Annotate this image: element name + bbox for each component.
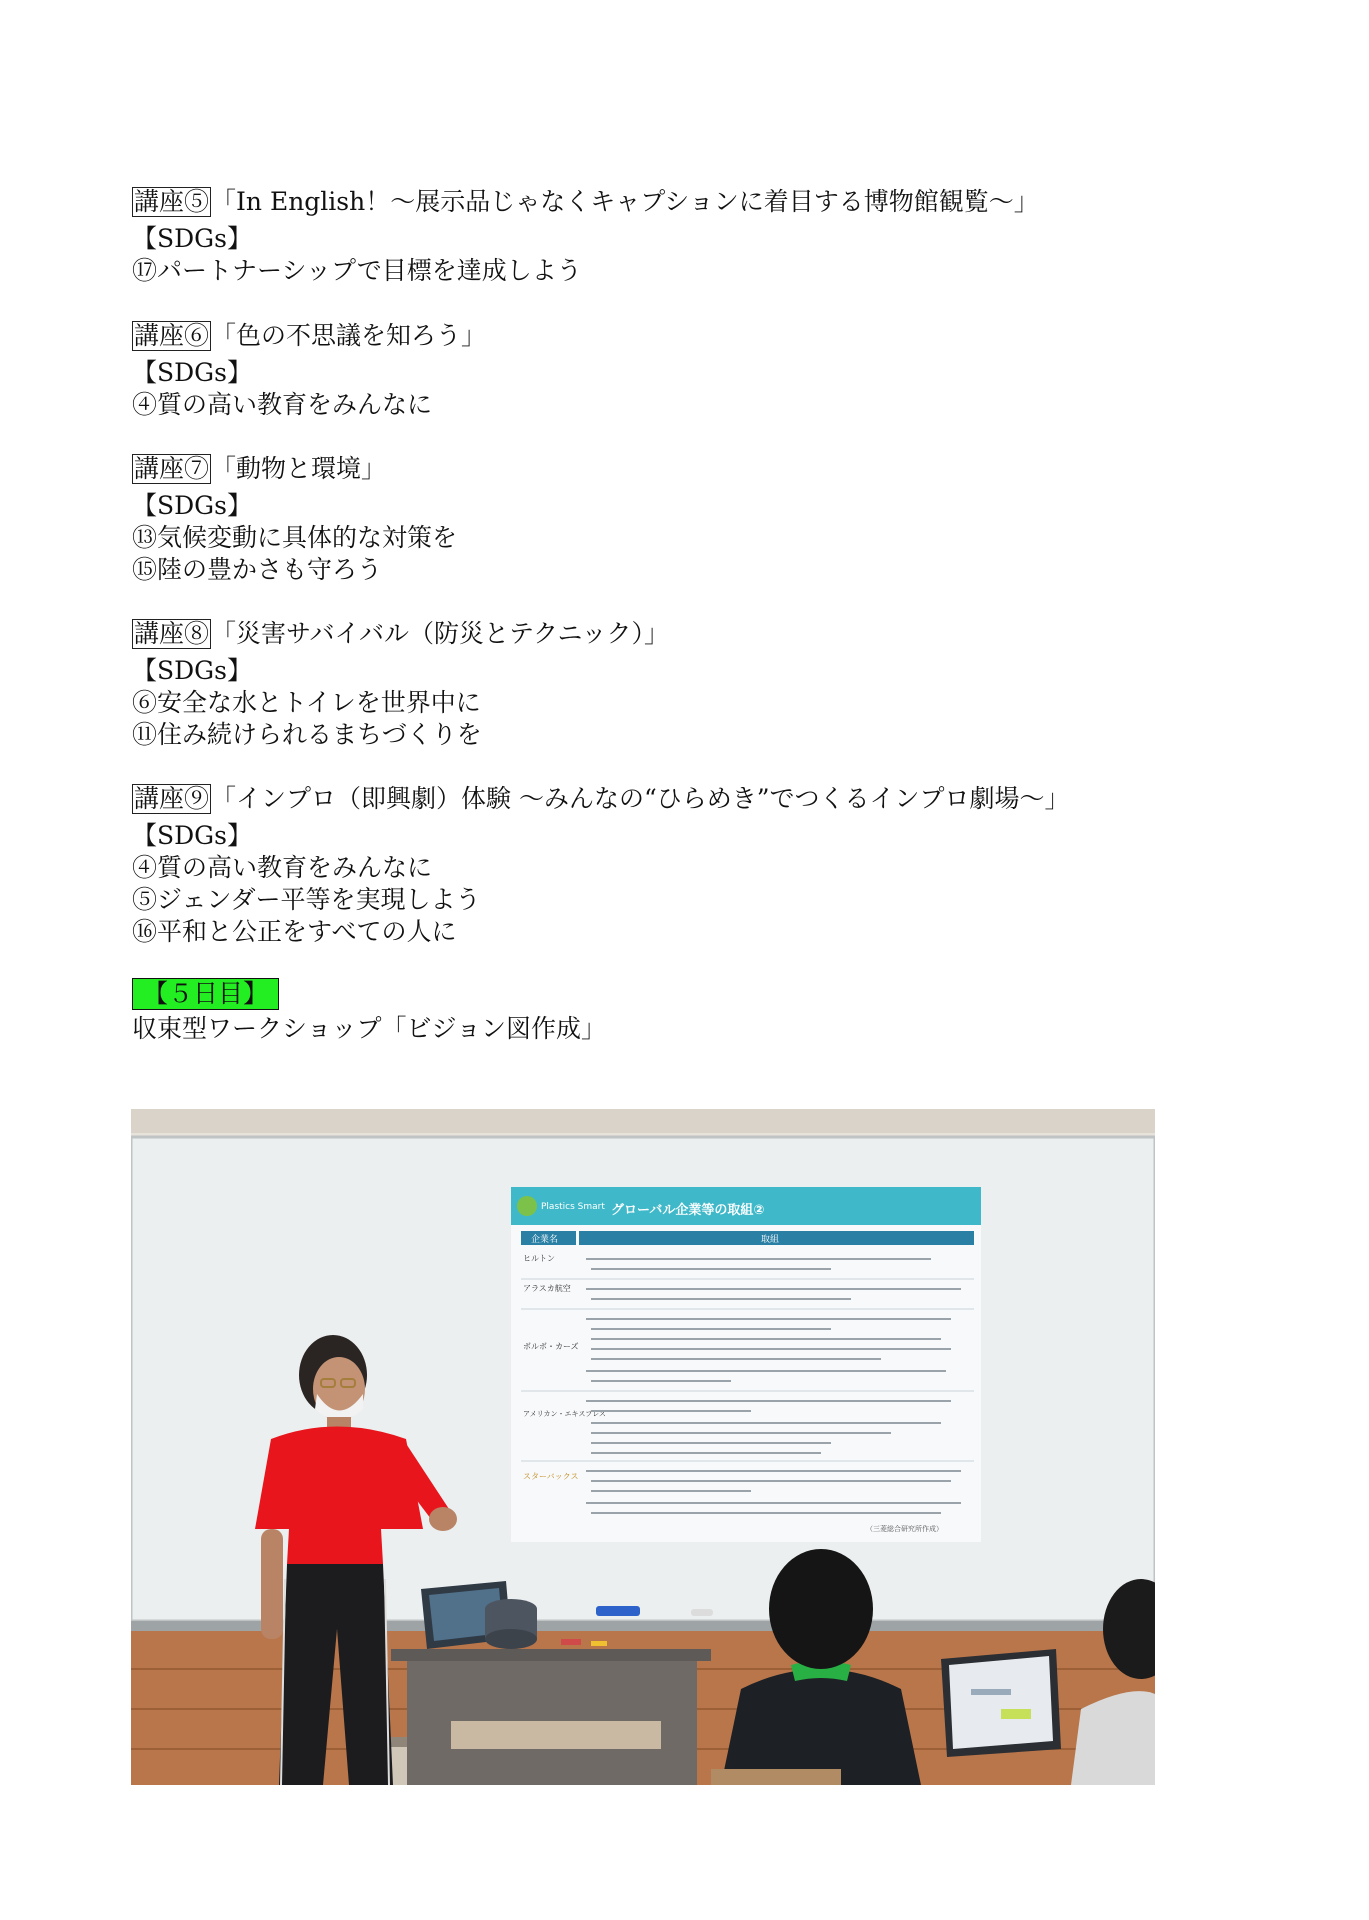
student-desk xyxy=(451,1721,661,1749)
classroom-photo-illustration xyxy=(131,1109,1155,1785)
presenter-hand xyxy=(429,1507,457,1531)
slide-logo-icon xyxy=(517,1196,537,1216)
lecture-8-heading xyxy=(132,618,669,650)
slide-footer: （三菱総合研究所作成） xyxy=(866,1525,943,1533)
lecture-9-sdgs-label: 【SDGs】 xyxy=(132,821,252,850)
lecture-7-tag: 講座⑦ xyxy=(134,454,210,483)
lecture-7-goal-2: ⑮陸の豊かさも守ろう xyxy=(132,555,383,584)
slide-company-5: スターバックス xyxy=(523,1472,579,1481)
lecture-9-title: 「インプロ（即興劇）体験 ～みんなの“ひらめき”でつくるインプロ劇場～」 xyxy=(211,784,1070,813)
laptop-screen xyxy=(949,1656,1053,1749)
lecture-9-tag: 講座⑨ xyxy=(134,784,210,813)
lecture-8-goal-2: ⑪住み続けられるまちづくりを xyxy=(132,720,482,749)
slide-column-company: 企業名 xyxy=(531,1235,559,1245)
lecture-5-heading xyxy=(132,186,1039,218)
lecture-5-title: 「In English！～展示品じゃなくキャプションに着目する博物館観覧～」 xyxy=(211,187,1039,216)
chair xyxy=(711,1769,841,1785)
slide-company-1: ヒルトン xyxy=(523,1254,555,1263)
lecture-7-heading xyxy=(132,453,386,485)
slide-logo: Plastics Smart xyxy=(541,1202,605,1212)
lecture-6-heading xyxy=(132,320,486,352)
lecture-8-sdgs-label: 【SDGs】 xyxy=(132,656,252,685)
lecture-9-heading xyxy=(132,783,1070,815)
eraser xyxy=(691,1609,713,1616)
lecture-7-goal-1: ⑬気候変動に具体的な対策を xyxy=(132,523,458,552)
lecture-8-title: 「災害サバイバル（防災とテクニック）」 xyxy=(211,619,670,648)
presenter-arm xyxy=(261,1529,283,1639)
lecture-6-title: 「色の不思議を知ろう」 xyxy=(211,321,487,350)
classroom-photo xyxy=(131,1109,1155,1785)
lecture-7-title: 「動物と環境」 xyxy=(211,454,387,483)
lecture-7-sdgs-label: 【SDGs】 xyxy=(132,491,252,520)
slide-company-4: アメリカン・エキスプレス xyxy=(523,1410,606,1418)
student-head xyxy=(769,1549,873,1669)
lecture-9-goal-2: ⑤ジェンダー平等を実現しよう xyxy=(132,885,481,914)
lecture-5-tag: 講座⑤ xyxy=(134,187,210,216)
slide-header: グローバル企業等の取組② xyxy=(611,1203,765,1218)
ceiling-strip xyxy=(131,1109,1155,1133)
slide-company-2: アラスカ航空 xyxy=(523,1284,571,1293)
slide-company-3: ボルボ・カーズ xyxy=(523,1342,579,1351)
lecture-6-sdgs-label: 【SDGs】 xyxy=(132,358,252,387)
lecture-6-tag: 講座⑥ xyxy=(134,321,210,350)
lecture-9-goal-3: ⑯平和と公正をすべての人に xyxy=(132,917,457,946)
lecture-9-goal-1: ④質の高い教育をみんなに xyxy=(132,853,433,882)
slide-column-effort: 取組 xyxy=(761,1235,780,1245)
lecture-8-goal-1: ⑥安全な水とトイレを世界中に xyxy=(132,688,481,717)
day5-workshop: 収束型ワークショップ「ビジョン図作成」 xyxy=(132,1014,607,1043)
lecture-8-tag: 講座⑧ xyxy=(134,619,210,648)
projected-slide xyxy=(511,1187,981,1542)
lecture-6-goal-1: ④質の高い教育をみんなに xyxy=(132,390,433,419)
lectern-top xyxy=(391,1649,711,1661)
lecture-5-sdgs-label: 【SDGs】 xyxy=(132,224,252,253)
day5-heading xyxy=(132,978,279,1010)
student-hoodie xyxy=(721,1669,921,1785)
day5-badge: 【５日目】 xyxy=(132,978,279,1010)
marker xyxy=(596,1606,640,1616)
lecture-5-goal-1: ⑰パートナーシップで目標を達成しよう xyxy=(132,256,582,285)
